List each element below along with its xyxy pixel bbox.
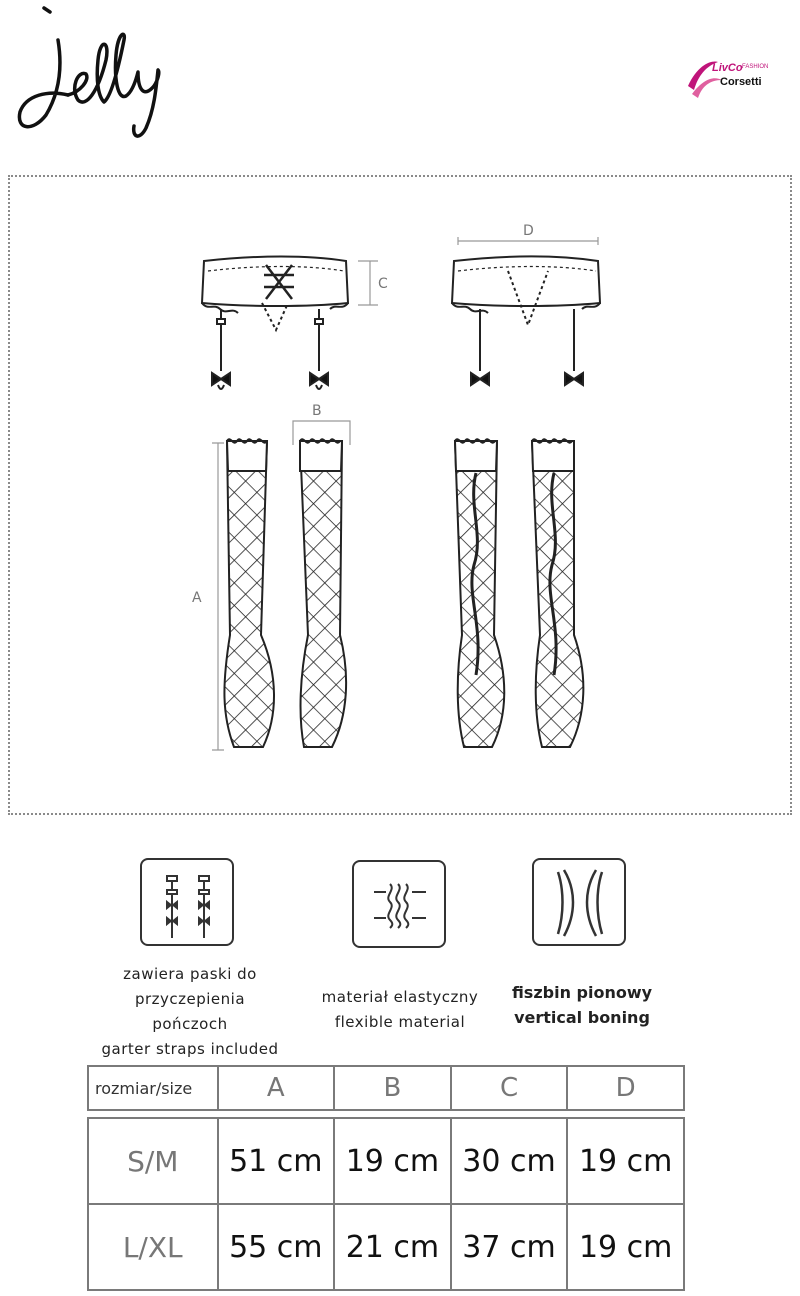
value-cell: 51 cm: [218, 1118, 335, 1204]
header-c: C: [451, 1066, 568, 1110]
size-table: [87, 1065, 685, 1291]
dim-b-label: B: [312, 403, 322, 419]
value-cell: 37 cm: [451, 1204, 568, 1290]
feature-elastic-text: [300, 985, 500, 1035]
value-cell: 30 cm: [451, 1118, 568, 1204]
feature-elastic-pl: materiał elastyczny: [321, 988, 479, 1006]
elastic-material-glyph: [354, 862, 444, 946]
elastic-material-icon: [352, 860, 446, 948]
value-cell: 55 cm: [218, 1204, 335, 1290]
feature-boning-pl: fiszbin pionowy: [511, 983, 653, 1002]
value-cell: 19 cm: [334, 1118, 451, 1204]
value-cell: 19 cm: [567, 1118, 684, 1204]
value-cell: 19 cm: [567, 1204, 684, 1290]
header-b: B: [334, 1066, 451, 1110]
jelly-logo: [8, 0, 168, 150]
feature-garter-en: garter straps included: [101, 1040, 279, 1058]
dim-d-label: D: [523, 223, 534, 239]
dim-c-label: C: [378, 276, 388, 292]
maker-fashion-tag: FASHION: [742, 64, 769, 70]
garter-belt-front: [202, 257, 348, 390]
size-table-gap: [88, 1110, 684, 1118]
table-row: [88, 1118, 684, 1204]
feature-boning-text: [492, 980, 672, 1030]
header-d: D: [567, 1066, 684, 1110]
feature-elastic-en: flexible material: [334, 1013, 466, 1031]
maker-name-top: LivCo: [712, 62, 743, 74]
feature-garter-pl: zawiera paski do przyczepienia pończoch: [123, 965, 257, 1033]
header-a: A: [218, 1066, 335, 1110]
size-table-header: [88, 1066, 684, 1110]
garter-belt-back: [452, 257, 600, 386]
dim-a-label: A: [192, 590, 202, 606]
maker-name-bottom: Corsetti: [720, 76, 762, 88]
livco-corsetti-logo: [684, 56, 794, 100]
stockings-back: [455, 439, 583, 747]
feature-boning-en: vertical boning: [514, 1008, 650, 1027]
vertical-boning-glyph: [534, 860, 624, 944]
value-cell: 21 cm: [334, 1204, 451, 1290]
feature-garter-text: [70, 962, 310, 1062]
vertical-boning-icon: [532, 858, 626, 946]
size-cell: S/M: [88, 1118, 218, 1204]
stockings-front: [224, 439, 346, 747]
header-size: rozmiar/size: [88, 1066, 218, 1110]
table-row: [88, 1204, 684, 1290]
garter-straps-glyph: [142, 860, 232, 944]
garter-straps-icon: [140, 858, 234, 946]
size-cell: L/XL: [88, 1204, 218, 1290]
technical-drawing: [8, 175, 792, 815]
